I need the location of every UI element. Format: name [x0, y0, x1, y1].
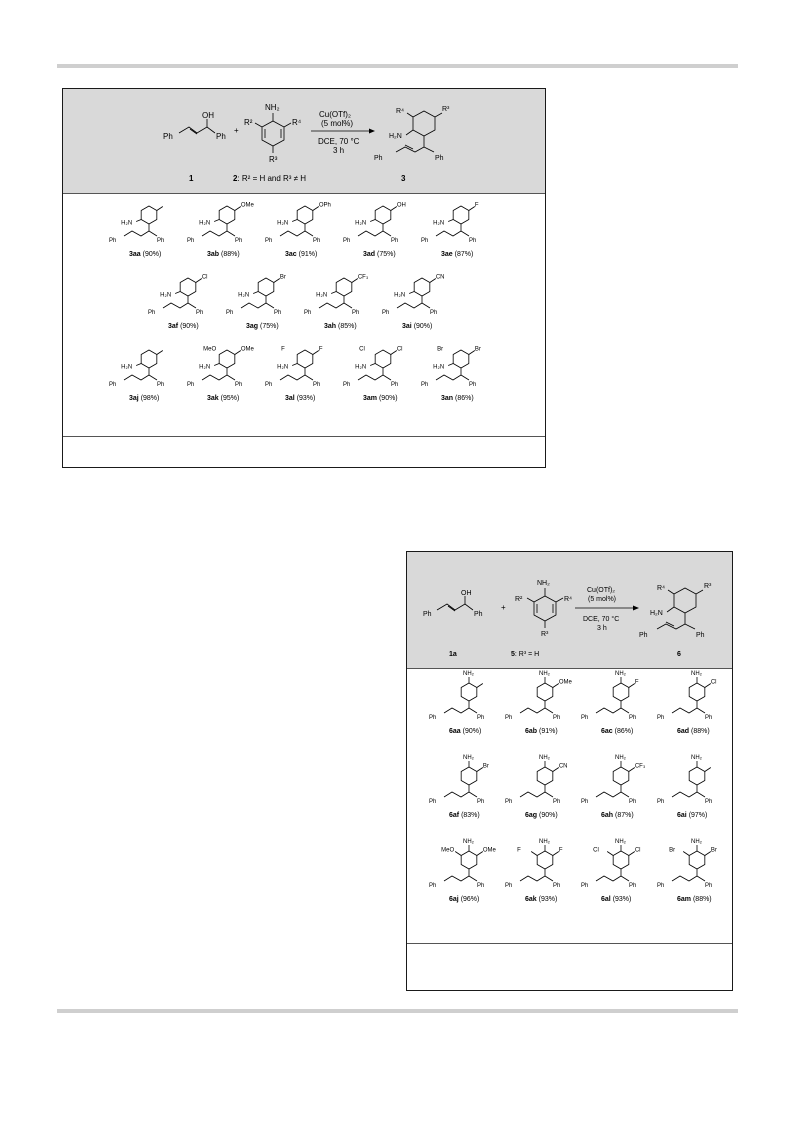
nh2-label: NH₂ — [463, 671, 474, 677]
yield-caption — [525, 812, 558, 819]
ph-label: Ph — [226, 310, 234, 316]
ph-label: Ph — [391, 238, 399, 244]
ph-label: Ph — [657, 799, 665, 805]
catalyst-label: Cu(OTf)₂ — [319, 110, 351, 119]
substituent-label: CN — [558, 763, 568, 770]
solvent-label: DCE, 70 °C — [318, 137, 360, 146]
compound-id: 6ad — [677, 728, 692, 735]
nh2-label: NH₂ — [691, 671, 702, 677]
compound-id: 3ag — [246, 323, 261, 330]
allylic-alcohol-structure — [437, 596, 473, 611]
solvent-label: DCE, 70 °C — [583, 616, 620, 623]
substituent-label: OMe — [558, 679, 572, 686]
compound-id: 6ac — [601, 728, 615, 735]
ph-label: Ph — [374, 155, 383, 162]
compound-id: 3ak — [207, 395, 221, 402]
yield-caption — [525, 896, 557, 903]
yield-value: (90%) — [462, 728, 482, 735]
ph-label: Ph — [705, 799, 713, 805]
product-structure — [444, 677, 483, 713]
r2-label: R² — [244, 118, 253, 127]
yield-value: (93%) — [538, 896, 558, 903]
nh2-label: NH₂ — [265, 103, 280, 112]
ph-label: Ph — [235, 382, 243, 388]
reactant-2-label: 5 — [511, 651, 515, 658]
compound-id: 3al — [285, 395, 297, 402]
nh2-label: NH₂ — [537, 580, 550, 587]
ph-label: Ph — [435, 155, 444, 162]
ph-label: Ph — [429, 883, 437, 889]
substituent-label: F — [281, 346, 285, 353]
substituent-label: MeO — [441, 847, 455, 854]
nh2-label: NH₂ — [615, 755, 626, 761]
substituent-label: OPh — [318, 202, 331, 209]
product-structure — [672, 845, 711, 881]
product-6ah — [581, 755, 646, 819]
yield-caption — [449, 728, 481, 735]
yield-value: (93%) — [612, 896, 632, 903]
yield-caption — [441, 395, 474, 402]
ph-label: Ph — [629, 883, 637, 889]
yield-value: (75%) — [260, 323, 279, 330]
h2n-label: H₂N — [238, 292, 250, 299]
product-6al — [581, 839, 641, 903]
yield-value: (95%) — [220, 395, 240, 402]
compound-id: 6ai — [677, 812, 689, 819]
ph-label: Ph — [157, 382, 165, 388]
compound-id: 6al — [601, 896, 613, 903]
compound-id: 3aj — [129, 395, 141, 402]
product-3aj — [109, 350, 164, 402]
ph-label: Ph — [429, 799, 437, 805]
yield-value: (75%) — [377, 251, 396, 258]
yield-caption — [129, 251, 161, 258]
ph-label: Ph — [639, 632, 648, 639]
ph-label: Ph — [469, 238, 477, 244]
ph-label: Ph — [657, 883, 665, 889]
product-6ak — [505, 839, 563, 903]
substituent-label: F — [558, 847, 563, 854]
ph-label: Ph — [429, 715, 437, 721]
yield-caption — [677, 812, 707, 819]
yield-value: (90%) — [180, 323, 199, 330]
ph-label: Ph — [157, 238, 165, 244]
scheme-2-reaction — [407, 552, 732, 668]
scheme-1-reaction — [63, 89, 545, 193]
product-structure — [444, 761, 483, 797]
ph-label: Ph — [148, 310, 156, 316]
product-label: 6 — [677, 651, 681, 658]
product-structure — [520, 845, 559, 881]
h2n-label: H₂N — [277, 220, 289, 227]
nh2-label: NH₂ — [539, 839, 550, 845]
substituent-label: Br — [669, 847, 676, 854]
bottom-rule — [57, 1009, 738, 1013]
ph-label: Ph — [581, 883, 589, 889]
oh-label: OH — [461, 590, 472, 597]
yield-value: (90%) — [142, 251, 162, 258]
nh2-label: NH₂ — [463, 755, 474, 761]
top-rule — [57, 64, 738, 68]
ph-label: Ph — [423, 611, 432, 618]
yield-value: (86%) — [455, 395, 474, 402]
h2n-label: H₂N — [389, 133, 402, 140]
ph-label: Ph — [629, 799, 637, 805]
ph-label: Ph — [553, 883, 561, 889]
ph-label: Ph — [505, 799, 513, 805]
ph-label: Ph — [629, 715, 637, 721]
nh2-label: NH₂ — [539, 755, 550, 761]
product-3ab — [187, 203, 254, 259]
nh2-label: NH₂ — [539, 671, 550, 677]
yield-value: (90%) — [539, 812, 558, 819]
substituent-label: MeO — [203, 346, 217, 353]
r4-label: R⁴ — [396, 108, 405, 115]
yield-value: (86%) — [614, 728, 634, 735]
compound-id: 3an — [441, 395, 456, 402]
product-3al — [265, 347, 323, 403]
ph-label: Ph — [469, 382, 477, 388]
yield-caption — [324, 323, 357, 330]
yield-caption — [601, 728, 633, 735]
substituent-label: Cl — [359, 346, 365, 353]
product-6ab — [505, 671, 572, 735]
scheme-2-header — [407, 552, 732, 669]
ph-label: Ph — [274, 310, 282, 316]
product-6af — [429, 755, 489, 819]
compound-id: 3am — [363, 395, 379, 402]
product-3an — [421, 347, 481, 403]
product-3ak — [187, 347, 254, 403]
scheme-1-header — [63, 89, 545, 194]
ph-label: Ph — [265, 238, 273, 244]
ph-label: Ph — [382, 310, 390, 316]
yield-caption — [402, 323, 432, 330]
substituent-label: F — [474, 202, 479, 209]
nh2-label: NH₂ — [691, 839, 702, 845]
yield-caption — [168, 323, 199, 330]
ph-label: Ph — [657, 715, 665, 721]
substituent-label: Br — [437, 346, 444, 353]
product-structure — [672, 677, 711, 713]
yield-value: (90%) — [413, 323, 433, 330]
yield-caption — [363, 251, 396, 258]
compound-id: 3ac — [285, 251, 299, 258]
r4-label: R⁴ — [657, 585, 666, 592]
ph-label: Ph — [109, 238, 117, 244]
yield-caption — [285, 251, 317, 258]
ph-label: Ph — [581, 799, 589, 805]
ph-label: Ph — [216, 132, 226, 141]
compound-id: 6ag — [525, 812, 540, 819]
yield-caption — [677, 896, 712, 903]
ph-label: Ph — [477, 799, 485, 805]
ph-label: Ph — [235, 238, 243, 244]
product-label: 3 — [401, 174, 406, 183]
ph-label: Ph — [343, 238, 351, 244]
yield-caption — [363, 395, 398, 402]
yield-caption — [246, 323, 279, 330]
ph-label: Ph — [163, 132, 173, 141]
product-structure — [596, 845, 635, 881]
scheme-1-caption-box — [63, 436, 545, 467]
h2n-label: H₂N — [121, 364, 133, 371]
h2n-label: H₂N — [160, 292, 172, 299]
ph-label: Ph — [391, 382, 399, 388]
reactant-2-caption — [233, 174, 306, 183]
h2n-label: H₂N — [433, 220, 445, 227]
compound-id: 6ak — [525, 896, 539, 903]
yield-caption — [441, 251, 473, 258]
time-label: 3 h — [597, 625, 607, 632]
yield-caption — [601, 812, 634, 819]
yield-value: (85%) — [338, 323, 357, 330]
scheme-1-product-grid — [63, 195, 545, 435]
product-3ac — [265, 203, 331, 259]
yield-caption — [129, 395, 159, 402]
ph-label: Ph — [343, 382, 351, 388]
ph-label: Ph — [430, 310, 438, 316]
substituent-label: Cl — [634, 847, 641, 854]
nh2-label: NH₂ — [691, 755, 702, 761]
reactant-1-label: 1 — [189, 174, 194, 183]
substituent-label: CF₃ — [357, 274, 369, 281]
yield-caption — [449, 812, 480, 819]
r2-label: R² — [515, 596, 523, 603]
nh2-label: NH₂ — [463, 839, 474, 845]
ph-label: Ph — [187, 382, 195, 388]
product-3af — [148, 275, 208, 331]
product-6aj — [429, 839, 496, 903]
yield-value: (98%) — [140, 395, 160, 402]
ph-label: Ph — [421, 238, 429, 244]
h2n-label: H₂N — [199, 364, 211, 371]
yield-value: (91%) — [298, 251, 318, 258]
product-3ah — [304, 275, 369, 331]
product-6ad — [657, 671, 717, 735]
h2n-label: H₂N — [316, 292, 328, 299]
substituent-label: Br — [474, 346, 481, 353]
ph-label: Ph — [696, 632, 705, 639]
yield-value: (93%) — [296, 395, 316, 402]
compound-id: 3ab — [207, 251, 222, 258]
product-6aa — [429, 671, 484, 735]
yield-value: (88%) — [691, 728, 710, 735]
yield-value: (83%) — [461, 812, 480, 819]
ph-label: Ph — [477, 883, 485, 889]
ph-label: Ph — [505, 883, 513, 889]
scheme-2-frame — [406, 551, 733, 991]
scheme-2-caption-box — [407, 943, 732, 990]
r3-label: R³ — [541, 631, 549, 638]
yield-value: (96%) — [460, 896, 480, 903]
substituent-label: Cl — [201, 274, 208, 281]
arrow-head — [633, 606, 639, 611]
ph-label: Ph — [352, 310, 360, 316]
r4-label: R⁴ — [564, 596, 573, 603]
ph-label: Ph — [196, 310, 204, 316]
ph-label: Ph — [109, 382, 117, 388]
substituent-label: CN — [435, 274, 445, 281]
compound-id: 3ai — [402, 323, 414, 330]
nh2-label: NH₂ — [615, 839, 626, 845]
ph-label: Ph — [313, 382, 321, 388]
r3-label: R³ — [704, 583, 712, 590]
yield-value: (97%) — [688, 812, 708, 819]
substituent-label: F — [318, 346, 323, 353]
ph-label: Ph — [705, 715, 713, 721]
h2n-label: H₂N — [355, 220, 367, 227]
product-3aa — [109, 206, 164, 258]
ph-label: Ph — [265, 382, 273, 388]
compound-id: 3ae — [441, 251, 455, 258]
yield-value: (87%) — [615, 812, 634, 819]
aniline-structure — [527, 588, 563, 628]
substituent-label: F — [634, 679, 639, 686]
product-3ag — [226, 275, 286, 331]
compound-id: 6am — [677, 896, 693, 903]
h2n-label: H₂N — [277, 364, 289, 371]
substituent-label: OMe — [240, 202, 254, 209]
ph-label: Ph — [705, 883, 713, 889]
loading-label: (5 mol%) — [588, 596, 617, 603]
product-6ac — [581, 671, 639, 735]
product-3ai — [382, 275, 445, 331]
ph-label: Ph — [187, 238, 195, 244]
yield-caption — [449, 896, 479, 903]
ph-label: Ph — [474, 611, 483, 618]
ph-label: Ph — [304, 310, 312, 316]
compound-id: 3aa — [129, 251, 143, 258]
substituent-label: F — [517, 847, 521, 854]
yield-value: (88%) — [221, 251, 240, 258]
yield-value: (90%) — [378, 395, 398, 402]
compound-id: 6aa — [449, 728, 463, 735]
reactant-1-label: 1a — [449, 651, 457, 658]
product-structure — [520, 761, 559, 797]
ph-label: Ph — [553, 799, 561, 805]
substituent-label: Cl — [396, 346, 403, 353]
substituent-label: CF₃ — [634, 763, 646, 770]
compound-id: 6ah — [601, 812, 616, 819]
product-3ae — [421, 203, 479, 259]
ph-label: Ph — [505, 715, 513, 721]
scheme-1-frame — [62, 88, 546, 468]
reactant-2-condition: : R² = H and R³ ≠ H — [237, 174, 307, 183]
h2n-label: H₂N — [433, 364, 445, 371]
compound-id: 3af — [168, 323, 181, 330]
h2n-label: H₂N — [650, 610, 663, 617]
product-structure — [520, 677, 559, 713]
aniline-structure — [255, 113, 291, 153]
time-label: 3 h — [333, 146, 345, 155]
arrow-head — [369, 129, 375, 134]
yield-caption — [207, 251, 240, 258]
nh2-label: NH₂ — [615, 671, 626, 677]
plus-sign: + — [234, 126, 239, 135]
ph-label: Ph — [313, 238, 321, 244]
yield-value: (91%) — [539, 728, 558, 735]
substituent-label: Cl — [710, 679, 717, 686]
product-6ai — [657, 755, 712, 819]
oh-label: OH — [202, 111, 214, 120]
ph-label: Ph — [581, 715, 589, 721]
r4-label: R⁴ — [292, 118, 302, 127]
substituent-label: Cl — [593, 847, 599, 854]
yield-caption — [285, 395, 315, 402]
yield-caption — [525, 728, 558, 735]
compound-id: 3ah — [324, 323, 339, 330]
product-structure — [672, 761, 711, 797]
r3-label: R³ — [442, 106, 450, 113]
substituent-label: OMe — [482, 847, 496, 854]
compound-id: 3ad — [363, 251, 378, 258]
product-6am — [657, 839, 717, 903]
compound-id: 6aj — [449, 896, 461, 903]
product-structure — [596, 677, 635, 713]
product-structure — [596, 761, 635, 797]
product-6ag — [505, 755, 568, 819]
product-3am — [343, 347, 403, 403]
loading-label: (5 mol%) — [321, 119, 354, 128]
ph-label: Ph — [421, 382, 429, 388]
h2n-label: H₂N — [394, 292, 406, 299]
substituent-label: Br — [482, 763, 489, 770]
plus-sign: + — [501, 603, 506, 612]
yield-caption — [677, 728, 710, 735]
h2n-label: H₂N — [121, 220, 133, 227]
scheme-2-product-grid — [407, 670, 732, 940]
ph-label: Ph — [553, 715, 561, 721]
product-3-structure — [396, 111, 442, 152]
yield-caption — [601, 896, 631, 903]
substituent-label: Br — [279, 274, 286, 281]
compound-id: 6ab — [525, 728, 540, 735]
product-3ad — [343, 203, 406, 259]
h2n-label: H₂N — [199, 220, 211, 227]
ph-label: Ph — [477, 715, 485, 721]
substituent-label: OMe — [240, 346, 254, 353]
reactant-2-label: 2 — [233, 174, 238, 183]
catalyst-label: Cu(OTf)₂ — [587, 587, 615, 594]
yield-caption — [207, 395, 239, 402]
substituent-label: OH — [396, 202, 406, 209]
h2n-label: H₂N — [355, 364, 367, 371]
reactant-2-condition: : R³ = H — [514, 651, 540, 658]
yield-value: (87%) — [454, 251, 474, 258]
product-6-structure — [657, 588, 703, 629]
yield-value: (88%) — [692, 896, 712, 903]
allylic-alcohol-structure — [179, 119, 215, 134]
reactant-2-caption — [511, 651, 539, 658]
substituent-label: Br — [710, 847, 717, 854]
compound-id: 6af — [449, 812, 462, 819]
r3-label: R³ — [269, 155, 278, 164]
